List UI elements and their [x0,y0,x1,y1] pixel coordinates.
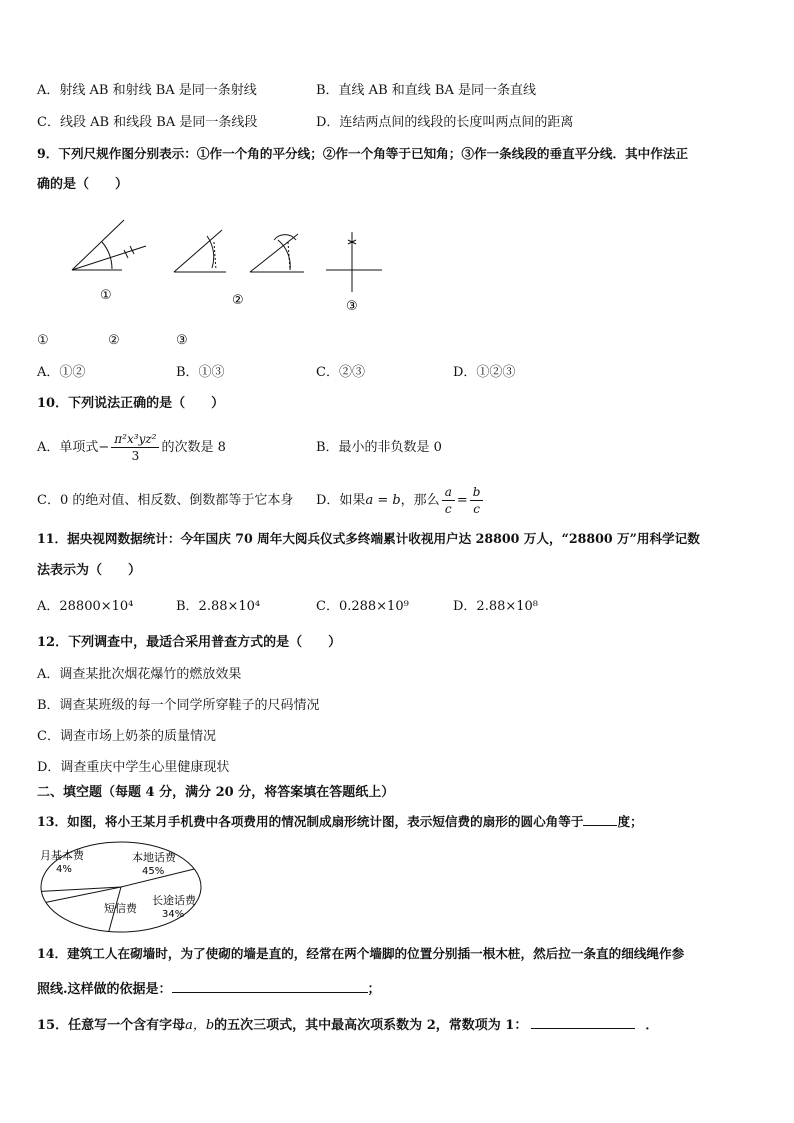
q10-a-fraction [111,431,159,464]
q8-option-c: C．线段 AB 和线段 BA 是同一条线段 [37,115,258,130]
q13-stem [37,811,643,831]
q10-d-then: ，那么 [400,493,440,508]
q10-d-den1: c [444,502,452,516]
q14-stem-line1: 14．建筑工人在砌墙时，为了使砌的墙是直的，经常在两个墙脚的位置分别插一根木桩，然后拉一条直的细线绳作参 [37,946,685,961]
q10-d-den2: c [473,502,480,516]
figure1-label: ① [100,288,112,303]
pie-pct-long-distance: 34% [162,909,185,920]
q10-d-num1: a [442,484,455,501]
q9-option-d: D．①②③ [453,365,516,380]
q12-stem: 12．下列调查中，最适合采用普查方式的是（ ） [37,635,342,650]
pie-pct-local: 45% [142,866,165,877]
section-fill-in-heading: 二、填空题（每题 4 分，满分 20 分，将答案填在答题纸上） [37,785,395,800]
figure2-label: ② [232,293,244,308]
q9-mark-1: ① [37,333,49,348]
q15-stem-pre: 15．任意写一个含有字母 [37,1018,186,1033]
q10-d-prefix: D．如果 [316,493,366,508]
q9-stem-line2: 确的是（ ） [37,177,129,192]
q10-a-minus: − [98,440,110,455]
q12-option-a: A．调查某批次烟花爆竹的燃放效果 [37,667,242,682]
q10-option-d [316,481,485,521]
q13-pie-chart [36,838,206,936]
figure-perpendicular-bisector [326,232,382,292]
q10-a-suffix: 的次数是 8 [161,440,226,455]
q10-d-condition: a = b [365,493,401,508]
q10-option-a [37,428,226,468]
figure-copy-angle-marked [250,234,304,272]
figure-angle-bisector [72,220,146,270]
q10-d-num2: b [470,484,484,501]
q15-stem-post: ． [645,1018,659,1033]
q15-answer-blank[interactable] [531,1014,635,1029]
figure3-label: ③ [346,299,358,312]
q9-mark-2: ② [108,333,120,348]
q15-stem-mid: 的五次三项式，其中最高次项系数为 2，常数项为 1： [214,1018,528,1033]
q10-a-numerator: π²x³yz² [111,431,159,448]
q11-stem-line1: 11．据央视网数据统计：今年国庆 70 周年大阅兵仪式多终端累计收视用户达 28800 万人，“28800 万”用科学记数 [37,531,700,546]
q15-stem [37,1014,658,1035]
q11-option-d: D．2.88×10⁸ [453,599,539,614]
pie-pct-monthly-fee: 4% [56,864,72,875]
q11-option-b: B．2.88×10⁴ [176,599,261,614]
q13-answer-blank[interactable] [583,811,617,826]
q15-letters: a，b [185,1018,215,1033]
pie-label-local: 本地话费 [132,851,176,864]
q9-option-c: C．②③ [316,365,365,380]
q12-option-d: D．调查重庆中学生心里健康现状 [37,760,230,775]
q10-d-fraction-left [442,484,455,517]
q10-d-fraction-right [470,484,484,517]
q11-option-c: C．0.288×10⁹ [316,599,409,614]
q14-stem-line2 [37,978,381,999]
q10-option-b: B．最小的非负数是 0 [316,440,442,455]
q13-stem-pre: 13．如图，将小王某月手机费中各项费用的情况制成扇形统计图，表示短信费的扇形的圆心角等于 [37,814,584,829]
q8-option-a: A．射线 AB 和射线 BA 是同一条射线 [37,83,257,98]
q10-a-denominator: 3 [131,449,140,463]
q14-stem-pre: 照线.这样做的依据是： [37,982,172,997]
q14-answer-blank[interactable] [172,978,368,993]
q12-option-c: C．调查市场上奶茶的质量情况 [37,729,216,744]
q10-stem: 10．下列说法正确的是（ ） [37,396,225,411]
figure-copy-angle [174,230,226,272]
q9-stem-line1: 9．下列尺规作图分别表示：①作一个角的平分线；②作一个角等于已知角；③作一条线段的垂直平分线．其中作法正 [37,146,689,161]
pie-label-long-distance: 长途话费 [152,894,196,907]
q10-a-prefix: A．单项式 [37,440,99,455]
q9-option-a: A．①② [37,365,86,380]
q10-option-c: C．0 的绝对值、相反数、倒数都等于它本身 [37,493,294,508]
q8-option-b: B．直线 AB 和直线 BA 是同一条直线 [316,83,536,98]
q11-option-a: A．28800×10⁴ [37,599,134,614]
q13-stem-post: 度； [617,814,643,829]
q11-stem-line2: 法表示为（ ） [37,563,142,578]
q12-option-b: B．调查某班级的每一个同学所穿鞋子的尺码情况 [37,698,320,713]
q9-construction-figures [60,212,400,312]
q10-d-eq: = [456,493,468,508]
q9-mark-3: ③ [176,333,188,348]
pie-label-sms: 短信费 [104,902,137,915]
q9-option-b: B．①③ [176,365,225,380]
q14-stem-post: ； [367,982,381,997]
pie-label-monthly-fee: 月基本费 [40,849,84,862]
q8-option-d: D．连结两点间的线段的长度叫两点间的距离 [316,115,574,130]
